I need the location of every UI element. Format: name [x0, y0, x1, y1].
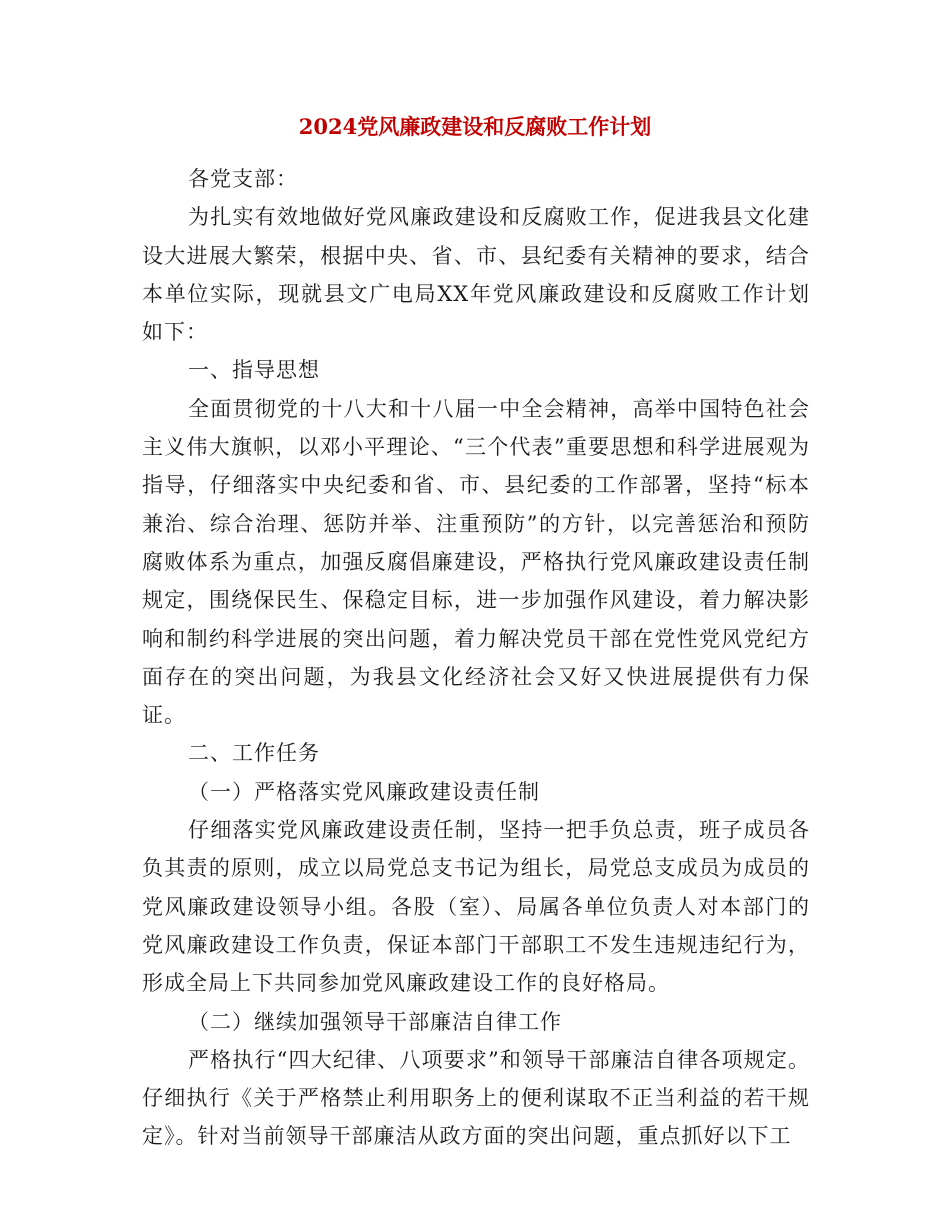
responsibility-system-paragraph: 仔细落实党风廉政建设责任制，坚持一把手负总责，班子成员各负其责的原则，成立以局党总支书记为组长，局党总支成员为成员的党风廉政建设领导小组。各股（室）、局属各单位负责人对本部门的党风廉政建设工作负责，保证本部门干部职工不发生违规违纪行为，形成全局上下共同参加党风廉政建设工作的良好格局。 — [142, 818, 810, 996]
guiding-ideology-paragraph: 全面贯彻党的十八大和十八届一中全会精神，高举中国特色社会主义伟大旗帜，以邓小平理论、“三个代表”重要思想和科学进展观为指导，仔细落实中央纪委和省、市、县纪委的工作部署，坚持“标本兼治、综合治理、惩防并举、注重预防”的方针，以完善惩治和预防腐败体系为重点，加强反腐倡廉建设，严格执行党风廉政建设责任制规定，围绕保民生、保稳定目标，进一步加强作风建设，着力解决影响和制约科学进展的突出问题，着力解决党员干部在党性党风党纪方面存在的突出问题，为我县文化经济社会又好又快进展提供有力保证。 — [142, 396, 810, 728]
self-discipline-paragraph: 严格执行“四大纪律、八项要求”和领导干部廉洁自律各项规定。仔细执行《关于严格禁止利用职务上的便利谋取不正当利益的若干规定》。针对当前领导干部廉洁从政方面的突出问题，重点抓好以下工 — [142, 1047, 810, 1149]
section-heading-work-tasks: 二、工作任务 — [188, 741, 320, 766]
subheading-self-discipline: （二）继续加强领导干部廉洁自律工作 — [188, 1009, 562, 1034]
intro-paragraph: 为扎实有效地做好党风廉政建设和反腐败工作，促进我县文化建设大进展大繁荣，根据中央、省、市、县纪委有关精神的要求，结合本单位实际，现就县文广电局XX年党风廉政建设和反腐败工作计划如下： — [142, 205, 810, 345]
document-body — [142, 160, 810, 1156]
subheading-responsibility-system: （一）严格落实党风廉政建设责任制 — [188, 779, 540, 804]
salutation: 各党支部： — [188, 167, 298, 191]
document-title: 2024党风廉政建设和反腐败工作计划 — [298, 114, 652, 139]
section-heading-guiding-ideology: 一、指导思想 — [188, 358, 320, 383]
